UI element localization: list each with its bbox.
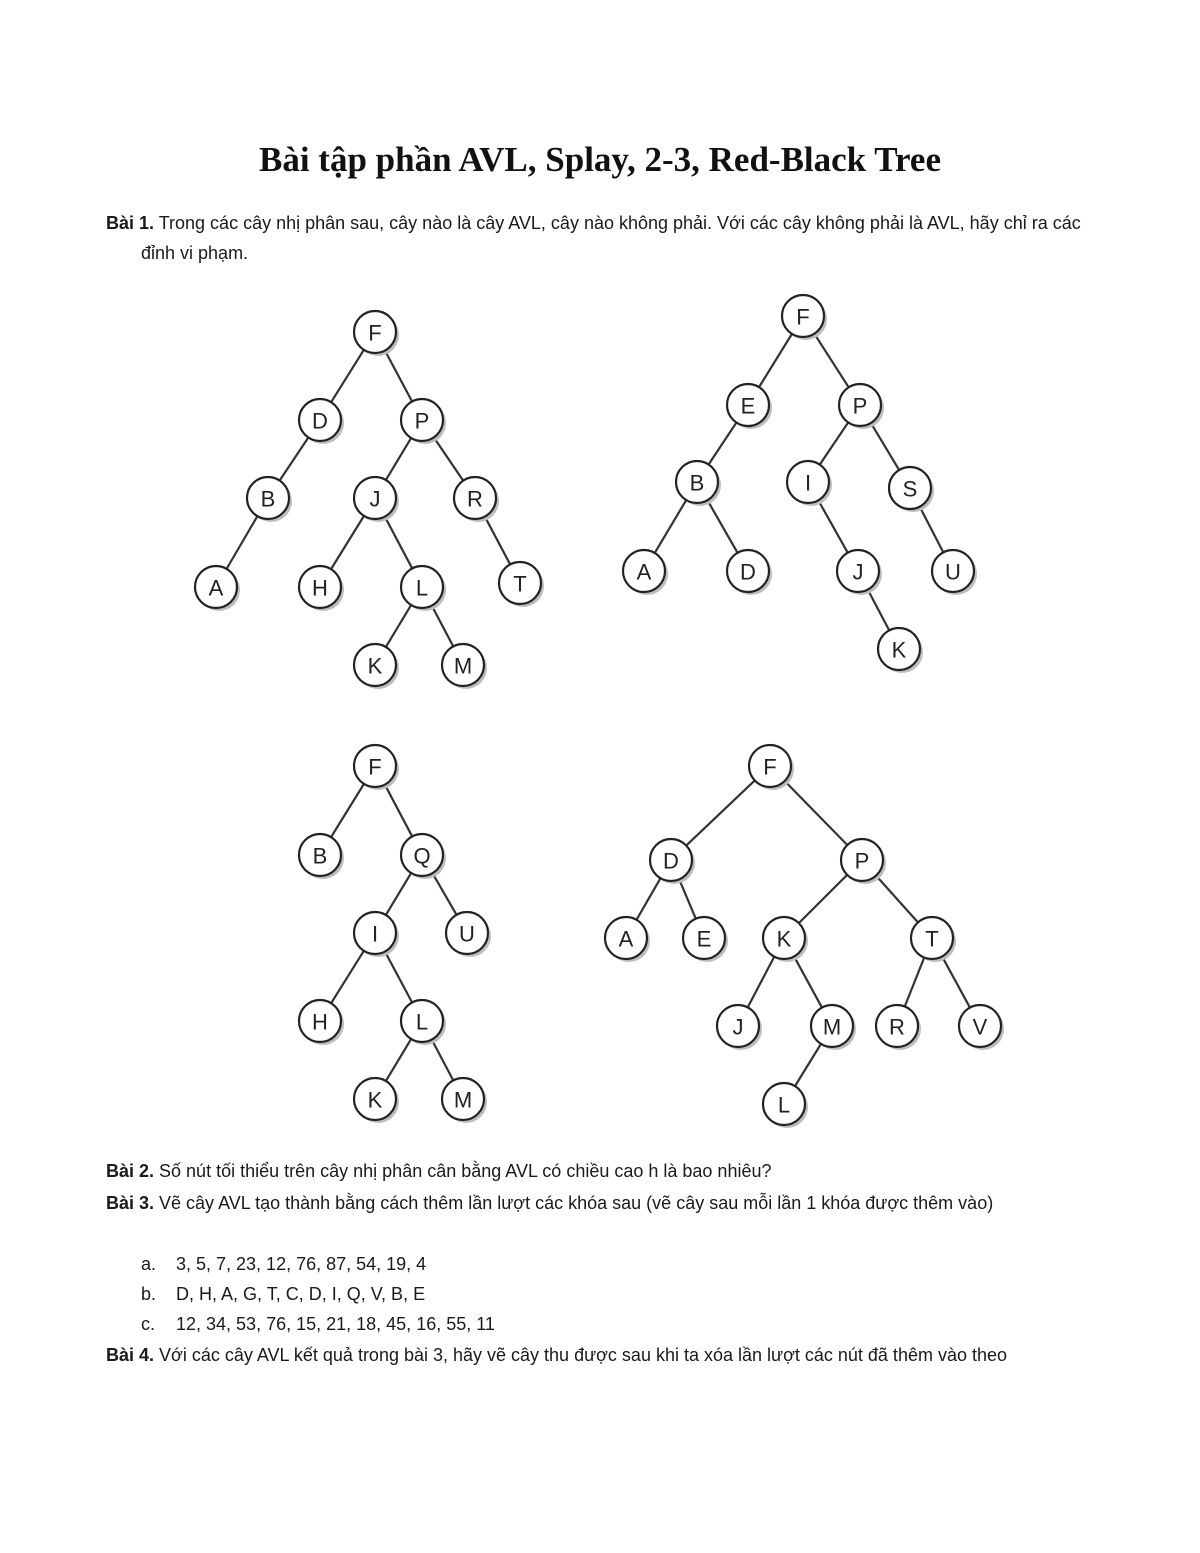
tree-edge [679,879,696,918]
exercise-4-label: Bài 4. [106,1345,155,1365]
tree-node [401,399,446,444]
tree-node [442,644,487,689]
tree-edge [636,878,660,920]
tree-edge [795,1044,821,1086]
tree-node [727,550,772,595]
tree-edge [820,422,848,464]
tree-edge [432,606,453,647]
tree-edge [794,956,822,1007]
tree-3 [299,745,491,1123]
tree-edge [707,500,737,553]
tree-edge [280,437,309,480]
exercise-4-text: Với các cây AVL kết quả trong bài 3, hãy vẽ cây thu được sau khi ta xóa lần lượt các nút đã thêm vào theo [154,1345,1008,1365]
tree-edge [814,334,848,388]
tree-edge [385,785,412,837]
item-label: a. [141,1254,157,1274]
exercise-2-label: Bài 2. [106,1161,155,1181]
tree-2 [623,295,977,673]
node-label: J [852,559,864,585]
node-label: H [312,1009,328,1035]
tree-edge [748,957,775,1008]
tree-edge [331,516,364,569]
tree-edge [331,951,364,1003]
tree-edge [385,517,412,569]
tree-edge [385,952,412,1003]
tree-edge [799,875,847,923]
tree-edge [432,1040,453,1081]
node-label: M [453,653,473,679]
tree-node [354,311,399,356]
tree-edge [905,958,924,1007]
tree-edge [386,873,411,915]
tree-node [446,912,491,957]
item-value: 3, 5, 7, 23, 12, 76, 87, 54, 19, 4 [176,1254,427,1274]
tree-edge [434,437,463,480]
tree-edge [386,438,411,480]
tree-node [299,1000,344,1045]
tree-node [763,917,808,962]
tree-node [354,745,399,790]
node-label: E [740,393,756,419]
tree-node [299,566,344,611]
tree-node [354,644,399,689]
tree-edge [686,780,755,845]
tree-edge [385,351,412,402]
tree-edge [227,516,258,569]
node-label: R [467,486,483,512]
tree-node [727,384,772,429]
tree-node [683,917,728,962]
node-label: A [618,926,634,952]
node-label: I [804,470,812,496]
tree-edge [871,423,899,470]
tree-node [811,1005,856,1050]
tree-edge [785,781,848,845]
node-label: D [740,559,756,585]
tree-4 [605,745,1004,1128]
tree-node [787,461,832,506]
tree-node [749,745,794,790]
item-label: b. [141,1284,157,1304]
node-label: L [415,575,429,601]
node-label: L [777,1092,791,1118]
item-value: 12, 34, 53, 76, 15, 21, 18, 45, 16, 55, 11 [176,1314,495,1334]
node-label: T [513,571,527,597]
node-label: Q [413,843,431,869]
exercise-3-text: Vẽ cây AVL tạo thành bằng cách thêm lần lượt các khóa sau (vẽ cây sau mỗi lần 1 khóa được thêm vào) [154,1193,994,1213]
tree-node [876,1005,921,1050]
node-label: P [854,848,870,874]
tree-node [782,295,827,340]
tree-node [247,477,292,522]
tree-node [195,566,240,611]
tree-node [717,1005,762,1050]
node-label: B [260,486,276,512]
exercise-3-item-b [141,1279,425,1309]
node-label: A [636,559,652,585]
tree-node [839,384,884,429]
node-label: K [367,1087,383,1113]
node-label: J [732,1014,744,1040]
node-label: F [763,754,777,780]
tree-edge [655,500,687,553]
exercise-3-item-a [141,1249,426,1279]
node-label: D [663,848,679,874]
tree-node [354,1078,399,1123]
tree-edge [876,876,918,923]
tree-node [354,912,399,957]
node-label: L [415,1009,429,1035]
tree-edge [386,1039,411,1081]
exercise-4 [106,1340,1101,1370]
node-label: I [371,921,379,947]
tree-node [605,917,650,962]
node-label: K [776,926,792,952]
tree-edge [868,590,889,631]
tree-node [763,1083,808,1128]
node-label: T [925,926,939,952]
node-label: D [312,408,328,434]
node-label: K [367,653,383,679]
tree-node [676,461,721,506]
node-label: M [453,1087,473,1113]
tree-node [401,1000,446,1045]
exercise-3-item-c [141,1309,495,1339]
tree-edge [386,605,411,647]
node-label: P [414,408,430,434]
tree-node [841,839,886,884]
page-title: Bài tập phần AVL, Splay, 2-3, Red-Black Tree [258,140,941,179]
node-label: V [972,1014,988,1040]
node-label: K [891,637,907,663]
tree-node [354,477,399,522]
exercise-2 [106,1156,1101,1186]
tree-edge [942,956,970,1007]
tree-node [650,839,695,884]
exercise-2-text: Số nút tối thiểu trên cây nhị phân cân bằng AVL có chiều cao h là bao nhiêu? [154,1161,772,1181]
item-value: D, H, A, G, T, C, D, I, Q, V, B, E [176,1284,426,1304]
node-label: E [696,926,712,952]
tree-node [889,467,934,512]
exercise-1-text: Trong các cây nhị phân sau, cây nào là cây AVL, cây nào không phải. Với các cây không phải là AVL, hãy chỉ ra các đỉnh vi phạm. [141,213,1081,263]
node-label: U [945,559,961,585]
tree-node [442,1078,487,1123]
tree-node [959,1005,1004,1050]
node-label: A [208,575,224,601]
tree-node [911,917,956,962]
node-label: R [889,1014,905,1040]
tree-node [299,399,344,444]
node-label: S [902,476,918,502]
tree-node [932,550,977,595]
tree-edge [331,784,364,837]
tree-node [401,834,446,879]
node-label: F [796,304,810,330]
node-label: F [368,754,382,780]
tree-node [837,550,882,595]
tree-node [878,628,923,673]
tree-edge [818,500,847,552]
node-label: F [368,320,382,346]
tree-edge [331,350,364,402]
tree-edge [920,507,944,553]
node-label: U [459,921,475,947]
node-label: J [369,486,381,512]
exercise-3 [106,1188,1101,1218]
tree-1 [195,311,544,689]
tree-node [401,566,446,611]
item-label: c. [141,1314,156,1334]
exercise-1-label: Bài 1. [106,213,155,233]
tree-edge [485,517,510,565]
node-label: B [689,470,705,496]
tree-edge [759,334,792,387]
node-label: H [312,575,328,601]
tree-node [299,834,344,879]
exercise-3-label: Bài 3. [106,1193,155,1213]
tree-edge [709,423,737,465]
node-label: B [312,843,328,869]
tree-edge [432,873,456,915]
node-label: P [852,393,868,419]
tree-node [499,562,544,607]
node-label: M [822,1014,842,1040]
tree-node [454,477,499,522]
tree-node [623,550,668,595]
